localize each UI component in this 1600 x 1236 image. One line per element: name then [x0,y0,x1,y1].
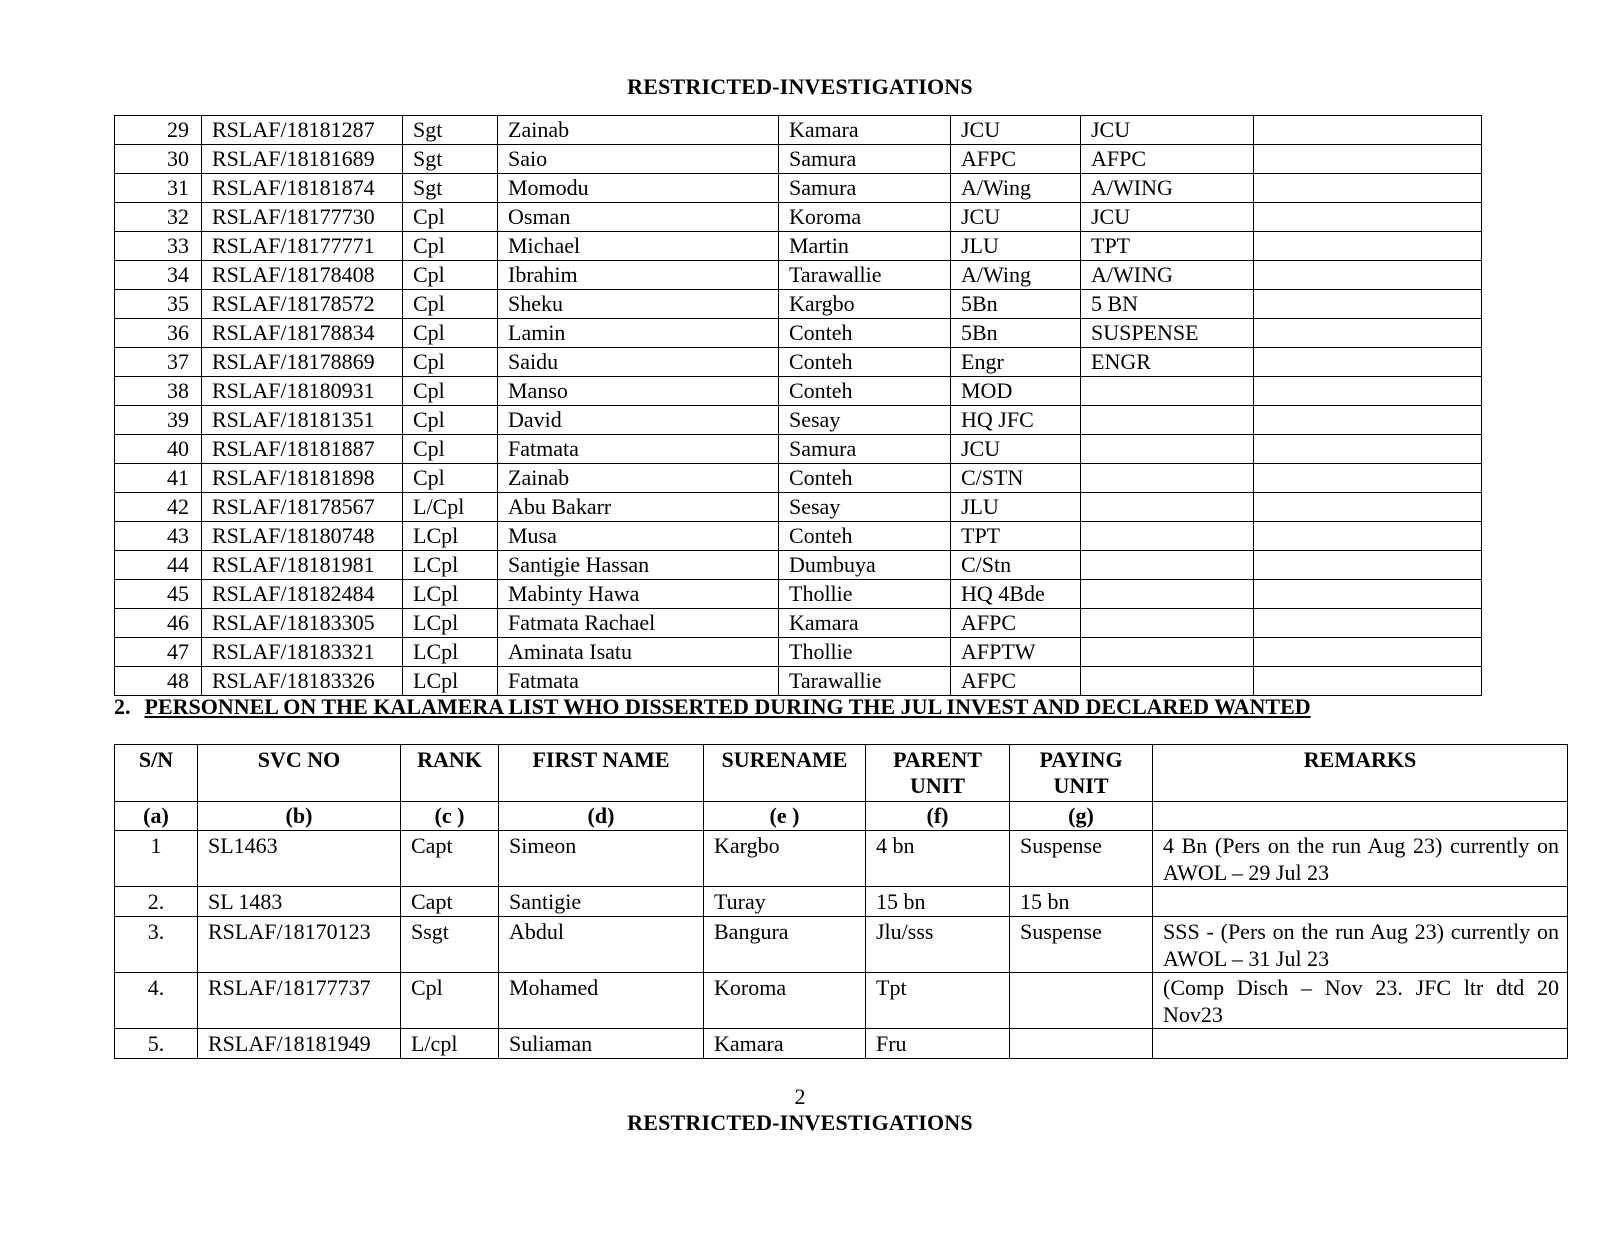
column-letter: (e ) [704,802,866,831]
table-cell: Kargbo [704,831,866,887]
table-cell: LCpl [403,667,498,696]
table-cell: 2. [115,887,198,917]
table-cell [1254,667,1482,696]
table-cell: Saio [498,145,779,174]
table-cell: RSLAF/18181689 [202,145,403,174]
table-cell: 35 [115,290,202,319]
table-cell: 29 [115,116,202,145]
table-cell: Momodu [498,174,779,203]
table-cell: Kargbo [779,290,951,319]
column-header: SVC NO [198,745,401,802]
table-cell: AFPC [951,145,1081,174]
table-cell: LCpl [403,609,498,638]
table-cell: RSLAF/18177737 [198,973,401,1029]
table-cell [1081,435,1254,464]
table-cell [1254,377,1482,406]
table-cell: Suliaman [499,1029,704,1059]
table-cell: RSLAF/18181887 [202,435,403,464]
table-cell [1254,319,1482,348]
table-cell: 1 [115,831,198,887]
table-cell: Abdul [499,917,704,973]
table-row [115,261,1482,290]
table-cell: SL 1483 [198,887,401,917]
table-cell: Sheku [498,290,779,319]
table-cell: Capt [401,831,499,887]
table-cell: Samura [779,145,951,174]
table-cell: Aminata Isatu [498,638,779,667]
table-cell: 44 [115,551,202,580]
table-header-row [115,745,1568,802]
table-cell: 30 [115,145,202,174]
remarks-cell: SSS - (Pers on the run Aug 23) currently on AWOL – 31 Jul 23 [1153,917,1568,973]
table-cell: Tpt [866,973,1010,1029]
table-cell: Cpl [403,261,498,290]
table-cell: Kamara [779,609,951,638]
column-letter: (d) [499,802,704,831]
table-cell: RSLAF/18182484 [202,580,403,609]
table-cell: RSLAF/18178572 [202,290,403,319]
table-cell: Koroma [779,203,951,232]
table-cell: JCU [1081,116,1254,145]
table-cell: 40 [115,435,202,464]
table-cell: Michael [498,232,779,261]
table-cell: JCU [1081,203,1254,232]
table-cell: LCpl [403,580,498,609]
table-cell: Bangura [704,917,866,973]
table-row [115,493,1482,522]
table-cell: 5Bn [951,290,1081,319]
table-cell: LCpl [403,638,498,667]
table-cell: Cpl [403,464,498,493]
table-row [115,145,1482,174]
table-cell: 45 [115,580,202,609]
table-cell: RSLAF/18178567 [202,493,403,522]
table-cell: RSLAF/18170123 [198,917,401,973]
table-cell: Tarawallie [779,261,951,290]
table-cell: 5Bn [951,319,1081,348]
table-cell: Cpl [403,203,498,232]
table-cell: Cpl [403,406,498,435]
page-header: RESTRICTED-INVESTIGATIONS [627,74,973,99]
table-cell: Mohamed [499,973,704,1029]
column-header: SURENAME [704,745,866,802]
table-cell [1081,406,1254,435]
column-header: REMARKS [1153,745,1568,802]
table-cell [1254,348,1482,377]
table-cell [1254,261,1482,290]
table-cell: RSLAF/18177771 [202,232,403,261]
table-cell: 4 bn [866,831,1010,887]
table-cell: C/STN [951,464,1081,493]
table-cell: L/Cpl [403,493,498,522]
table-cell: Tarawallie [779,667,951,696]
remarks-cell [1153,1029,1568,1059]
table-cell: Osman [498,203,779,232]
table-row [115,319,1482,348]
table-cell: Santigie [499,887,704,917]
table-cell [1254,232,1482,261]
table-cell [1081,464,1254,493]
table-cell [1254,203,1482,232]
table-cell: David [498,406,779,435]
table-row [115,1029,1568,1059]
table-cell [1081,551,1254,580]
table-cell: 47 [115,638,202,667]
table-cell: 31 [115,174,202,203]
table-cell: RSLAF/18181949 [198,1029,401,1059]
table-cell [1254,493,1482,522]
remarks-cell [1153,887,1568,917]
column-header: FIRST NAME [499,745,704,802]
table-cell: Simeon [499,831,704,887]
table-cell [1254,116,1482,145]
table-row [115,203,1482,232]
table-cell [1254,406,1482,435]
table-cell: ENGR [1081,348,1254,377]
table-cell: 5. [115,1029,198,1059]
table-cell: 41 [115,464,202,493]
table-cell: Engr [951,348,1081,377]
table-row [115,464,1482,493]
table-cell: RSLAF/18183321 [202,638,403,667]
table-cell: 33 [115,232,202,261]
table-cell: AFPC [1081,145,1254,174]
table-cell: Samura [779,435,951,464]
table-cell: Fru [866,1029,1010,1059]
table-cell: Cpl [403,348,498,377]
table-cell: RSLAF/18180931 [202,377,403,406]
table-cell: RSLAF/18177730 [202,203,403,232]
table-cell: SL1463 [198,831,401,887]
table-cell: Abu Bakarr [498,493,779,522]
table-row [115,232,1482,261]
table-cell: Santigie Hassan [498,551,779,580]
table-cell: RSLAF/18178834 [202,319,403,348]
table-cell: Suspense [1010,831,1153,887]
table-cell: Sesay [779,493,951,522]
table-cell: Zainab [498,116,779,145]
column-letter [1153,802,1568,831]
table-cell: JCU [951,203,1081,232]
table-cell: A/Wing [951,174,1081,203]
table-cell: Kamara [779,116,951,145]
table-cell [1081,522,1254,551]
table-cell: RSLAF/18178408 [202,261,403,290]
table-cell [1254,580,1482,609]
table-cell: 5 BN [1081,290,1254,319]
table-cell: Turay [704,887,866,917]
table-cell: LCpl [403,522,498,551]
table-cell: AFPTW [951,638,1081,667]
table-row [115,638,1482,667]
table-cell: 15 bn [866,887,1010,917]
remarks-cell: 4 Bn (Pers on the run Aug 23) currently on AWOL – 29 Jul 23 [1153,831,1568,887]
table-cell: 3. [115,917,198,973]
table-row [115,377,1482,406]
table-row [115,887,1568,917]
table-cell: Cpl [403,377,498,406]
table-cell: Cpl [403,319,498,348]
table-cell: Dumbuya [779,551,951,580]
table-cell: Jlu/sss [866,917,1010,973]
table-cell: Manso [498,377,779,406]
table-cell: Cpl [401,973,499,1029]
table-row [115,667,1482,696]
table-cell: Fatmata Rachael [498,609,779,638]
column-header: PAYING UNIT [1010,745,1153,802]
table-cell: 4. [115,973,198,1029]
table-cell: 34 [115,261,202,290]
table-cell [1254,522,1482,551]
table-cell: RSLAF/18181898 [202,464,403,493]
table-cell: SUSPENSE [1081,319,1254,348]
table-cell: Sgt [403,116,498,145]
table-cell: JCU [951,435,1081,464]
personnel-table-continued [114,115,1482,696]
table-cell: Conteh [779,464,951,493]
table-cell: MOD [951,377,1081,406]
table-cell: Sgt [403,174,498,203]
table-cell: Lamin [498,319,779,348]
table-cell: TPT [951,522,1081,551]
table-cell [1254,290,1482,319]
table-cell: Sgt [403,145,498,174]
table-row [115,973,1568,1029]
table-cell: C/Stn [951,551,1081,580]
table-cell [1081,580,1254,609]
remarks-cell: (Comp Disch – Nov 23. JFC ltr dtd 20 Nov23 [1153,973,1568,1029]
column-letter: (g) [1010,802,1153,831]
table-row [115,522,1482,551]
table-cell: RSLAF/18180748 [202,522,403,551]
table-row [115,551,1482,580]
table-row [115,116,1482,145]
table-cell: AFPC [951,609,1081,638]
table-cell: LCpl [403,551,498,580]
table-cell [1254,435,1482,464]
table-row [115,348,1482,377]
table-cell [1010,1029,1153,1059]
table-cell [1081,377,1254,406]
table-cell: Koroma [704,973,866,1029]
table-row [115,174,1482,203]
table-cell: Thollie [779,638,951,667]
table-cell: Fatmata [498,435,779,464]
table-row [115,917,1568,973]
table-cell: Suspense [1010,917,1153,973]
table-cell: 32 [115,203,202,232]
table-cell: Cpl [403,290,498,319]
section-title: PERSONNEL ON THE KALAMERA LIST WHO DISSERTED DURING THE JUL INVEST AND DECLARED WANTED [144,694,1311,719]
table-cell: Kamara [704,1029,866,1059]
table-cell: Capt [401,887,499,917]
section-number: 2. [114,694,131,719]
table-cell [1081,493,1254,522]
table-cell: Musa [498,522,779,551]
table-cell: Samura [779,174,951,203]
column-letter: (f) [866,802,1010,831]
table-cell: Ssgt [401,917,499,973]
column-letter: (a) [115,802,198,831]
table-cell: RSLAF/18183305 [202,609,403,638]
table-cell [1081,638,1254,667]
table-cell [1254,609,1482,638]
column-letter: (c ) [401,802,499,831]
table-cell: Sesay [779,406,951,435]
table-row [115,290,1482,319]
table-row [115,435,1482,464]
table-cell [1010,973,1153,1029]
table-cell: Ibrahim [498,261,779,290]
table-cell: JCU [951,116,1081,145]
table-cell: Thollie [779,580,951,609]
column-letter-row [115,802,1568,831]
table-cell: Conteh [779,377,951,406]
table-row [115,580,1482,609]
table-cell: HQ 4Bde [951,580,1081,609]
table-cell: Saidu [498,348,779,377]
table-cell: Fatmata [498,667,779,696]
page-footer: RESTRICTED-INVESTIGATIONS [627,1110,973,1135]
table-cell: Conteh [779,522,951,551]
table-cell: Zainab [498,464,779,493]
table-cell: L/cpl [401,1029,499,1059]
table-cell: Martin [779,232,951,261]
table-cell: 42 [115,493,202,522]
table-cell: Mabinty Hawa [498,580,779,609]
table-cell: A/WING [1081,174,1254,203]
table-cell: AFPC [951,667,1081,696]
table-cell [1254,551,1482,580]
table-cell: TPT [1081,232,1254,261]
table-cell: 46 [115,609,202,638]
table-cell: A/Wing [951,261,1081,290]
table-cell [1081,667,1254,696]
column-header: RANK [401,745,499,802]
table-row [115,406,1482,435]
table-cell: RSLAF/18181287 [202,116,403,145]
table-cell: 15 bn [1010,887,1153,917]
table-cell: 38 [115,377,202,406]
column-header: PARENT UNIT [866,745,1010,802]
table-cell: RSLAF/18181874 [202,174,403,203]
section-heading [114,694,1311,720]
table-cell: Cpl [403,435,498,464]
table-cell: JLU [951,232,1081,261]
table-cell: 39 [115,406,202,435]
page-number: 2 [794,1084,806,1109]
table-cell: A/WING [1081,261,1254,290]
table-cell: JLU [951,493,1081,522]
table-row [115,609,1482,638]
table-cell: Conteh [779,348,951,377]
table-cell [1254,174,1482,203]
table-cell: RSLAF/18183326 [202,667,403,696]
column-header: S/N [115,745,198,802]
table-cell: Conteh [779,319,951,348]
table-cell: RSLAF/18181981 [202,551,403,580]
table-cell [1081,609,1254,638]
table-row [115,831,1568,887]
table-cell: 48 [115,667,202,696]
table-cell [1254,145,1482,174]
table-cell: 36 [115,319,202,348]
table-cell: RSLAF/18181351 [202,406,403,435]
column-letter: (b) [198,802,401,831]
table-cell: HQ JFC [951,406,1081,435]
table-cell [1254,638,1482,667]
table-cell: Cpl [403,232,498,261]
table-cell: 43 [115,522,202,551]
table-cell: 37 [115,348,202,377]
table-cell: RSLAF/18178869 [202,348,403,377]
table-cell [1254,464,1482,493]
wanted-personnel-table [114,744,1568,1059]
